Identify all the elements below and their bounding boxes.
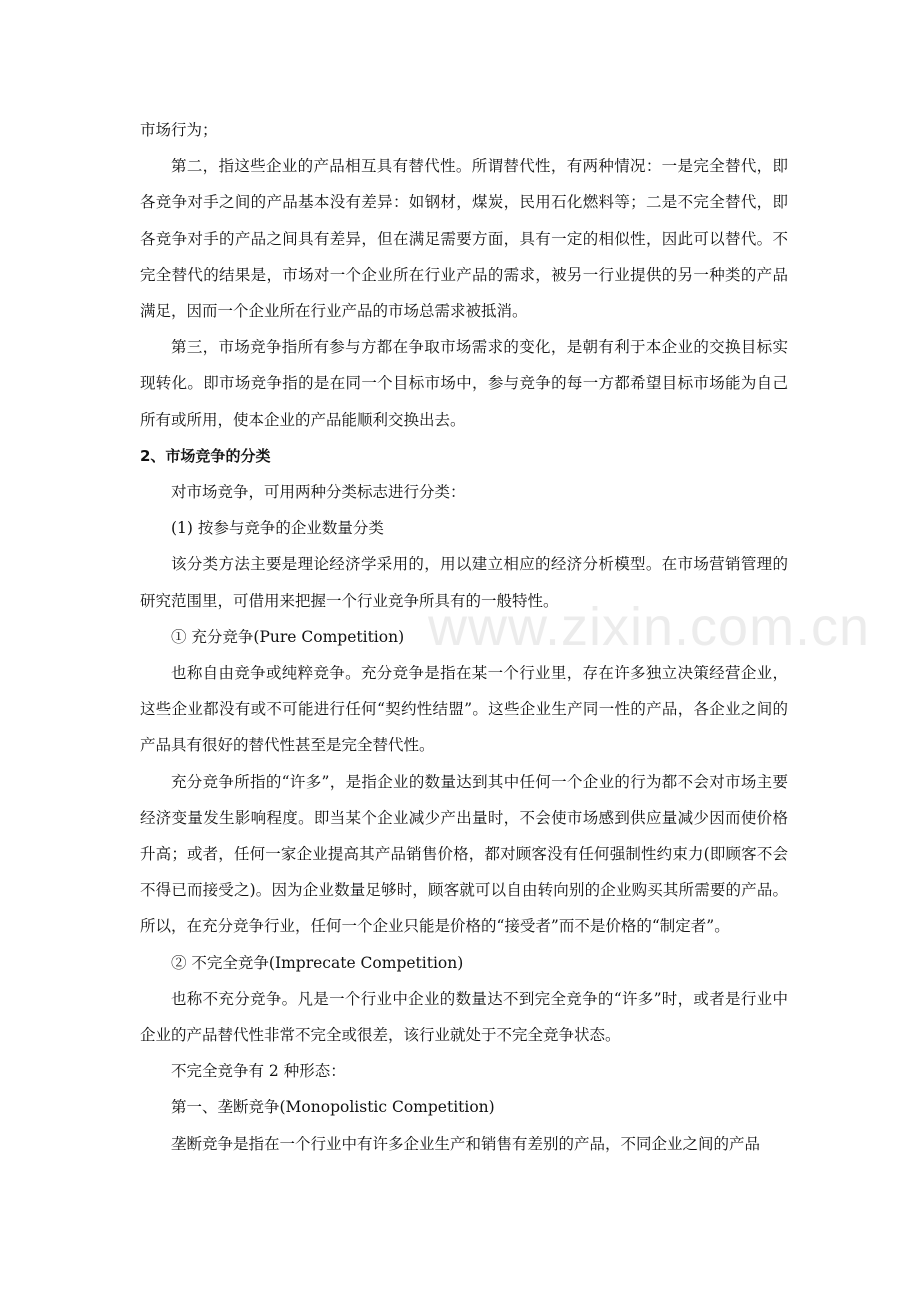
paragraph: 也称不充分竞争。凡是一个行业中企业的数量达不到完全竞争的“许多”时，或者是行业中企业的产品替代性非常不完全或很差，该行业就处于不完全竞争状态。 xyxy=(140,989,788,1045)
paragraph: 市场行为； xyxy=(140,121,218,139)
list-item-heading: 第一、垄断竞争(Monopolistic Competition) xyxy=(171,1098,495,1117)
paragraph: 垄断竞争是指在一个行业中有许多企业生产和销售有差别的产品，不同企业之间的产品 xyxy=(171,1134,761,1153)
document-body xyxy=(140,112,788,1162)
section-heading: 2、市场竞争的分类 xyxy=(140,446,271,465)
paragraph: 该分类方法主要是理论经济学采用的，用以建立相应的经济分析模型。在市场营销管理的研究范围里，可借用来把握一个行业竞争所具有的一般特性。 xyxy=(140,555,788,610)
list-item-heading: ② 不完全竞争(Imprecate Competition) xyxy=(171,953,464,972)
paragraph: 第二，指这些企业的产品相互具有替代性。所谓替代性，有两种情况：一是完全替代，即各竞争对手之间的产品基本没有差异：如钢材，煤炭，民用石化燃料等；二是不完全替代，即各竞争对手的产品之间具有差异，但在满足需要方面，具有一定的相似性，因此可以替代。不完全替代的结果是，市场对一个企业所在行业产品的需求，被另一行业提供的另一种类的产品满足，因而一个企业所在行业产品的市场总需求被抵消。 xyxy=(140,157,788,321)
subsection-heading: (1) 按参与竞争的企业数量分类 xyxy=(171,519,384,538)
paragraph: 也称自由竞争或纯粹竞争。充分竞争是指在某一个行业里，存在许多独立决策经营企业，这些企业都没有或不可能进行任何“契约性结盟”。这些企业生产同一性的产品，各企业之间的产品具有很好的替代性甚至是完全替代性。 xyxy=(140,664,788,755)
paragraph: 不完全竞争有 2 种形态： xyxy=(171,1062,346,1081)
list-item-heading: ① 充分竞争(Pure Competition) xyxy=(171,627,405,646)
paragraph: 第三，市场竞争指所有参与方都在争取市场需求的变化，是朝有利于本企业的交换目标实现转化。即市场竞争指的是在同一个目标市场中，参与竞争的每一方都希望目标市场能为自己所有或所用，使本企业的产品能顺利交换出去。 xyxy=(140,338,788,429)
watermark: www.zixin.com.cn xyxy=(428,597,871,657)
paragraph: 充分竞争所指的“许多”，是指企业的数量达到其中任何一个企业的行为都不会对市场主要经济变量发生影响程度。即当某个企业减少产出量时，不会使市场感到供应量减少因而使价格升高；或者，任何一家企业提高其产品销售价格，都对顾客没有任何强制性约束力(即顾客不会不得已而接受之)。因为企业数量足够时，顾客就可以自由转向别的企业购买其所需要的产品。所以，在充分竞争行业，任何一个企业只能是价格的“接受者”而不是价格的“制定者”。 xyxy=(140,772,788,936)
paragraph: 对市场竞争，可用两种分类标志进行分类： xyxy=(171,483,466,502)
